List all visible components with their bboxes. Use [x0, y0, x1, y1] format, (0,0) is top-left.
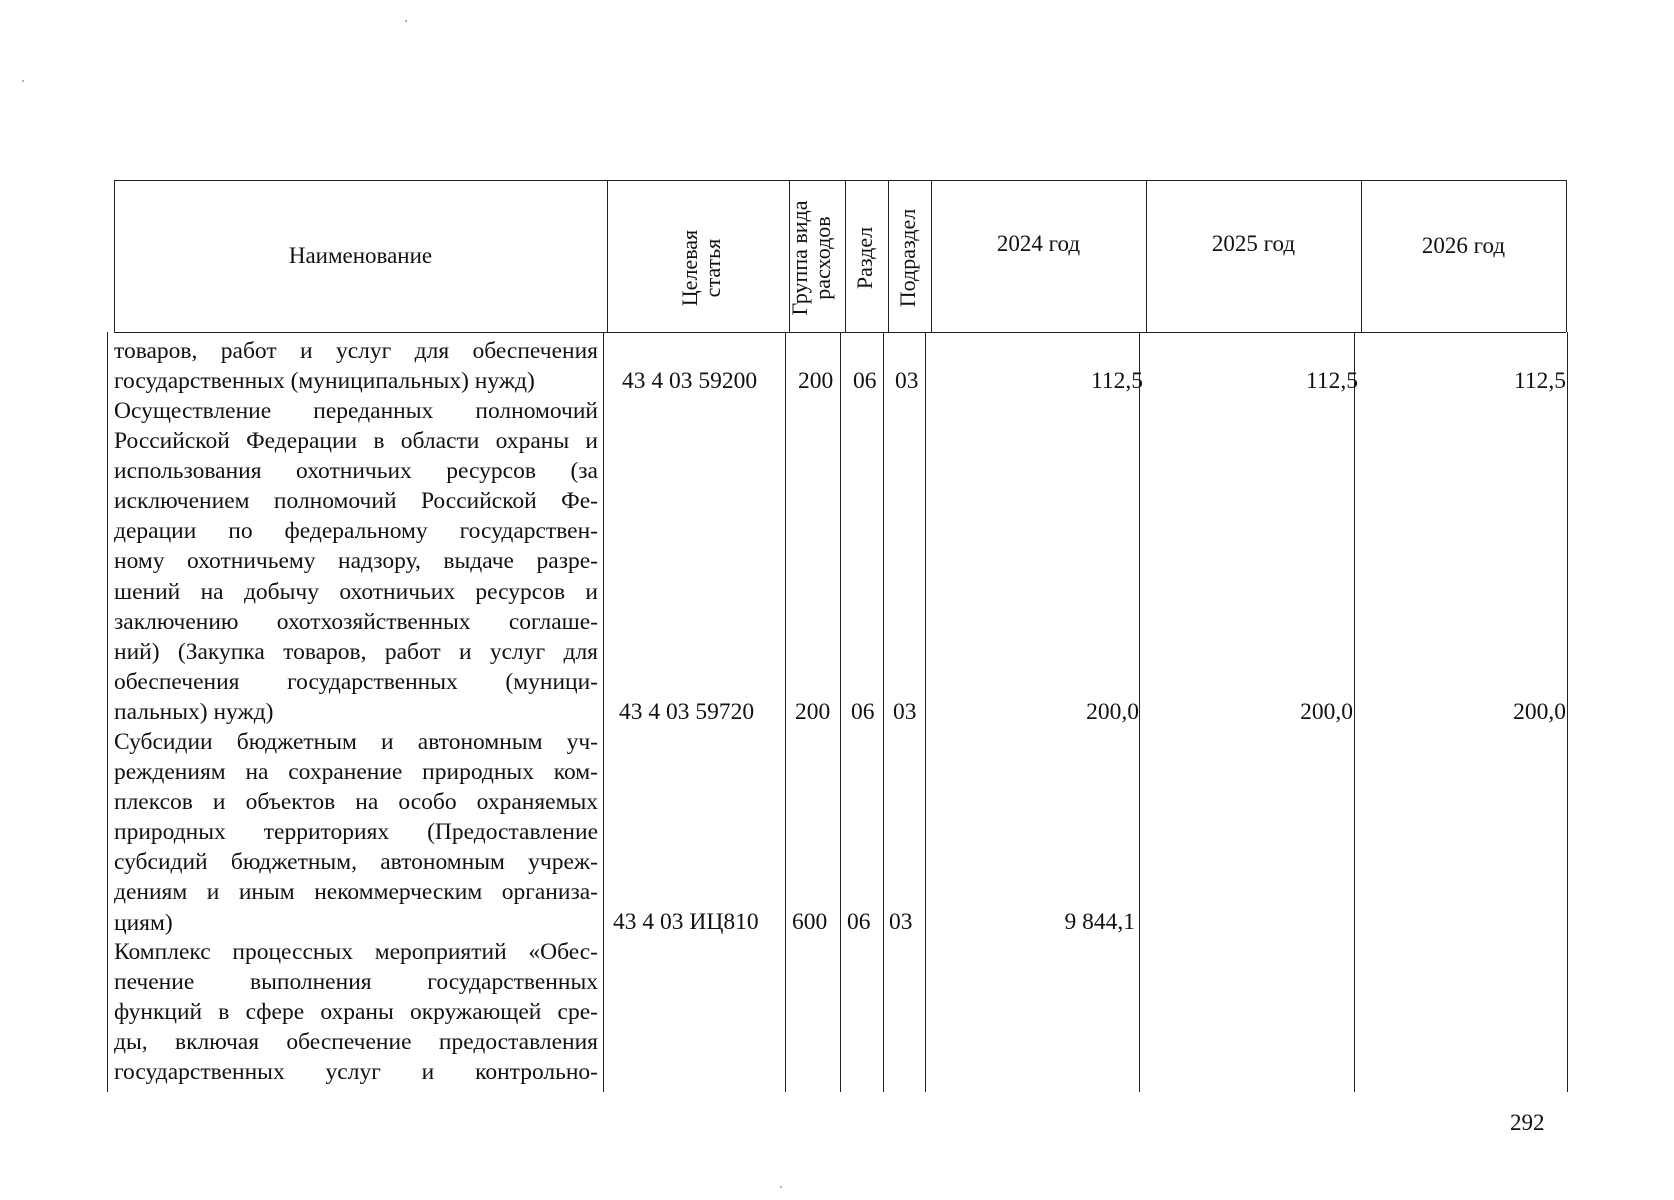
table-top-border: [114, 180, 1566, 181]
col-divider-2026-body: [1354, 332, 1355, 1092]
table-row-name: Субсидии бюджетным и автономным уч- реждениям на сохранение природных ком- плексов и объектов на особо охраняемых природных территориях (Предоставление субсидий бюджетным, автономным учреж- дениям и иным некоммерческим организа- циям): [114, 729, 598, 936]
table-row-2025: 112,5: [1305, 368, 1358, 394]
table-row-group: 200: [795, 699, 831, 725]
col-divider-code-body: [603, 332, 604, 1092]
table-row-name: Комплекс процессных мероприятий «Обес- печение выполнения государственных функций в сфере охраны окружающей сре- ды, включая обеспечение предоставления государственных услуг и контрольно-: [114, 939, 598, 1086]
col-divider-section: [845, 180, 846, 332]
col-divider-2024-body: [925, 332, 926, 1092]
col-divider-subsection: [888, 180, 889, 332]
col-divider-section-body: [840, 332, 841, 1092]
table-row-code: 43 4 03 59720: [619, 699, 755, 725]
table-row-code: 43 4 03 ИЦ810: [613, 909, 759, 935]
scan-speck: [780, 1186, 782, 1188]
page-number: 292: [1510, 1110, 1545, 1135]
header-target-article-line2: статья: [700, 238, 725, 298]
table-right-border: [1566, 180, 1567, 332]
col-divider-subsection-body: [883, 332, 884, 1092]
header-expense-group: [788, 188, 838, 328]
header-year-2025: 2025 год: [1211, 231, 1296, 256]
table-row-subsection: 03: [893, 699, 917, 725]
table-row-group: 200: [798, 368, 834, 394]
table-row-section: 06: [851, 699, 875, 725]
header-target-article: [678, 188, 728, 348]
table-row-2025: 200,0: [1300, 699, 1353, 725]
table-right-border-body: [1567, 332, 1568, 1092]
scan-speck: [405, 20, 407, 22]
table-row-name: Осуществление переданных полномочий Российской Федерации в области охраны и использования охотничьих ресурсов (за исключением полномочий Российской Фе- дерации по федеральному государствен- ному охотничьему надзору, выдаче разре- шений на добычу охотничьих ресурсов и заключению охотхозяйственных соглаше- ний) (Закупка товаров, работ и услуг для обеспечения государственных (муници- пальных) нужд): [114, 398, 598, 725]
table-row-2026: 112,5: [1513, 368, 1566, 394]
table-left-border-body: [107, 332, 108, 1092]
header-section: Раздел: [852, 226, 877, 290]
table-row-section: 06: [853, 368, 877, 394]
header-expense-group-line2: расходов: [810, 216, 835, 300]
table-row-section: 06: [847, 909, 871, 935]
col-divider-group-body: [785, 332, 786, 1092]
col-divider-code: [607, 180, 608, 332]
table-row-subsection: 03: [889, 909, 913, 935]
table-row-2024: 112,5: [1090, 368, 1143, 394]
header-year-2024: 2024 год: [996, 231, 1081, 256]
header-expense-group-line1: Группа вида: [787, 200, 812, 316]
table-row-2024: 9 844,1: [1064, 909, 1135, 935]
header-name: Наименование: [288, 243, 433, 268]
header-year-2026: 2026 год: [1421, 233, 1506, 258]
table-row-code: 43 4 03 59200: [622, 368, 758, 394]
header-target-article-line1: Целевая: [677, 229, 702, 307]
scan-speck: [22, 80, 24, 82]
table-row-2026: 200,0: [1513, 699, 1566, 725]
table-row-subsection: 03: [895, 368, 919, 394]
table-row-group: 600: [792, 909, 828, 935]
header-subsection: Подраздел: [895, 208, 920, 308]
table-row-name: товаров, работ и услуг для обеспечения государственных (муниципальных) нужд): [114, 338, 598, 395]
col-divider-2025-body: [1139, 332, 1140, 1092]
table-row-2024: 200,0: [1086, 699, 1139, 725]
